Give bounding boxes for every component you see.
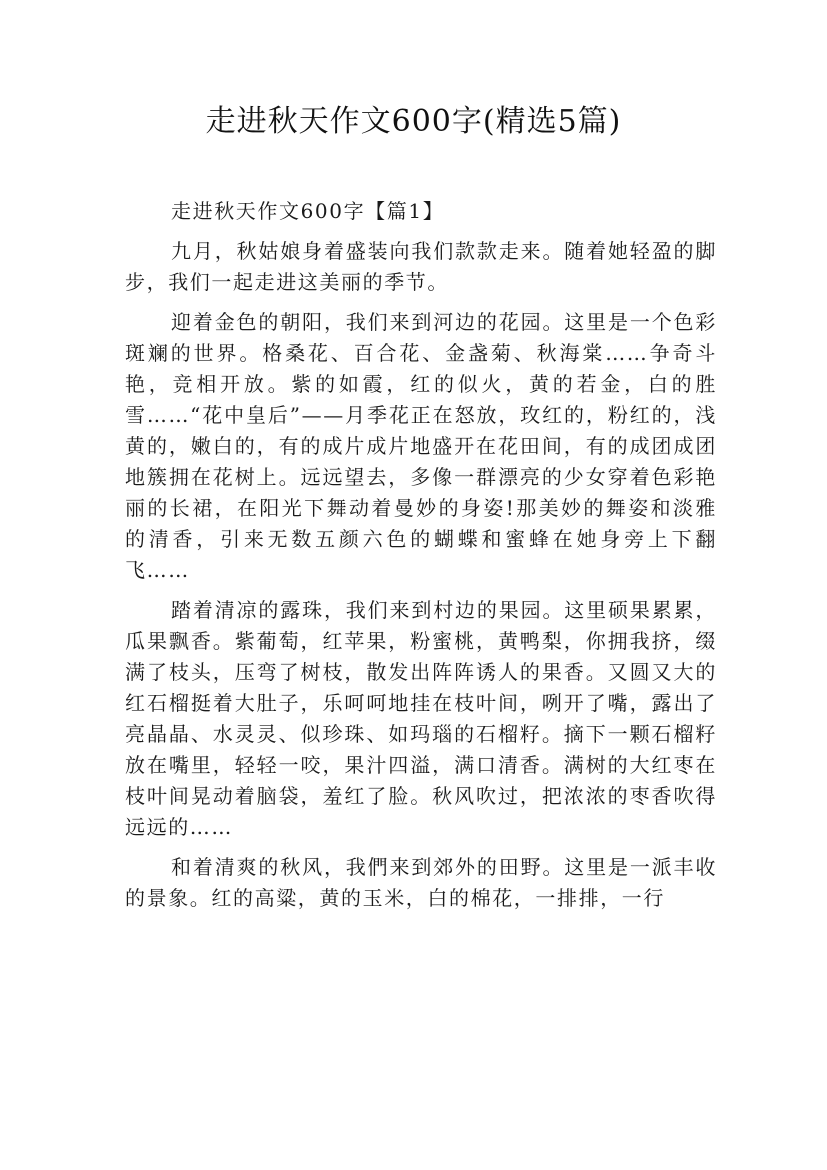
paragraph-1: 九月，秋姑娘身着盛装向我们款款走来。随着她轻盈的脚步，我们一起走进这美丽的季节。: [125, 239, 717, 294]
paragraph-4: 和着清爽的秋风，我們来到郊外的田野。这里是一派丰收的景象。红的高粱，黄的玉米，白的棉花，一排排，一行: [125, 855, 717, 910]
paragraph-3: 踏着清凉的露珠，我们来到村边的果园。这里硕果累累，瓜果飘香。紫葡萄，红苹果，粉蜜桃，黄鸭梨，你拥我挤，缀满了枝头，压弯了树枝，散发出阵阵诱人的果香。又圆又大的红石榴挺着大肚子，乐呵呵地挂在枝叶间，咧开了嘴，露出了亮晶晶、水灵灵、似珍珠、如玛瑙的石榴籽。摘下一颗石榴籽放在嘴里，轻轻一咬，果汁四溢，满口清香。满树的大红枣在枝叶间晃动着脑袋，羞红了脸。秋风吹过，把浓浓的枣香吹得远远的……: [125, 598, 717, 839]
document-title: 走进秋天作文600字(精选5篇): [205, 104, 622, 139]
paragraph-2: 迎着金色的朝阳，我们来到河边的花园。这里是一个色彩斑斓的世界。格桑花、百合花、金盏菊、秋海棠……争奇斗艳，竞相开放。紫的如霞，红的似火，黄的若金，白的胜雪……“花中皇后”——月季花正在怒放，玫红的，粉红的，浅黄的，嫩白的，有的成片成片地盛开在花田间，有的成团成团地簇拥在花树上。远远望去，多像一群漂亮的少女穿着色彩艳丽的长裙，在阳光下舞动着曼妙的身姿!那美妙的舞姿和淡雅的清香，引来无数五颜六色的蝴蝶和蜜蜂在她身旁上下翻飞……: [125, 310, 717, 582]
section-heading: 走进秋天作文600字【篇1】: [171, 199, 445, 223]
document-body: [125, 196, 717, 923]
